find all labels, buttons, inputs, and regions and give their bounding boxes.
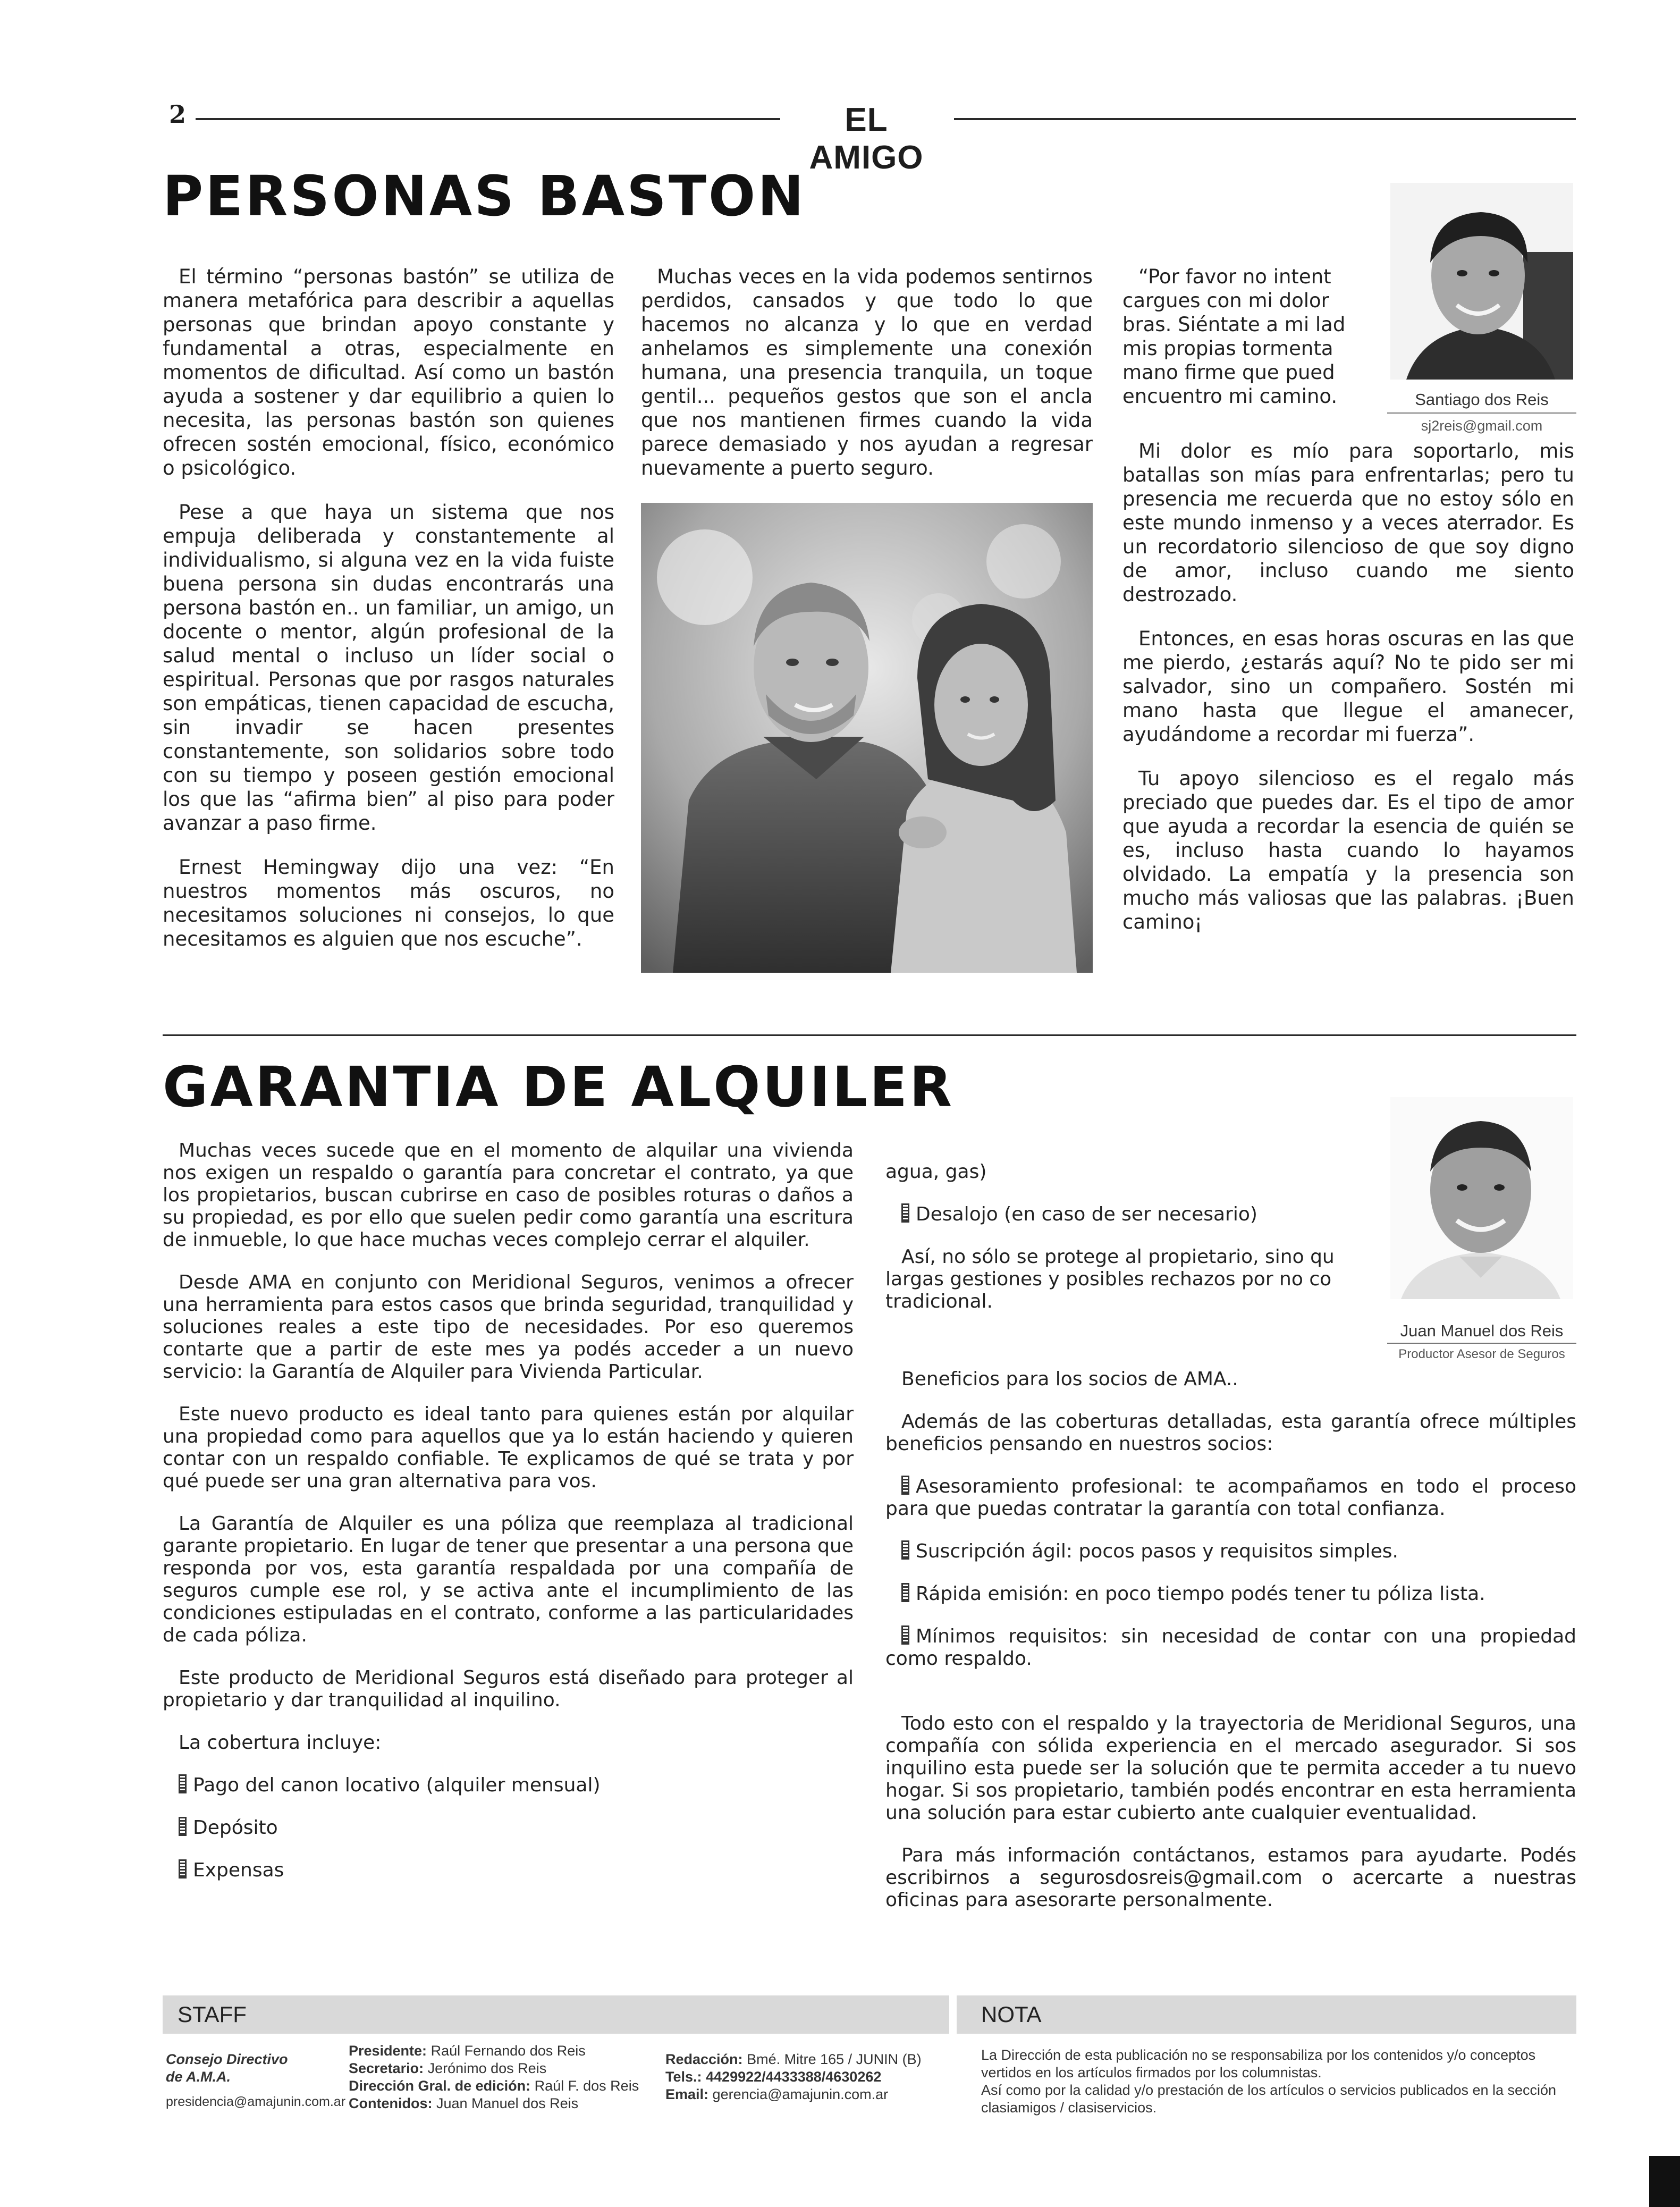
paragraph: Además de las coberturas detalladas, esta garantía ofrece múltiples beneficios pensando en nuestros socios: [885,1411,1576,1455]
paragraph: Este nuevo producto es ideal tanto para quienes están por alquilar una propiedad como para aquellos que ya lo están haciendo y quieren contar con un respaldo confiable. Te explicamos de qué se trata y por qué puede ser una gran alternativa para vos. [163,1403,854,1492]
corner-mark [1649,2156,1680,2207]
text-line: encuentro mi camino. [1122,385,1338,408]
author-role-juan-manuel: Productor Asesor de Seguros [1398,1347,1565,1361]
caption-divider [1387,412,1576,414]
article1-column-1 [163,265,614,971]
subheading: Beneficios para los socios de AMA.. [901,1368,1238,1390]
bullet-icon [901,1476,909,1495]
list-item: Suscripción ágil: pocos pasos y requisitos simples. [885,1540,1576,1563]
article2-column-1 [163,1140,854,1902]
nota-text: La Dirección de esta publicación no se responsabiliza por los contenidos y/o conceptos vertidos en los artículos firmados por los columnistas. Así como por la calidad y/o prestación de los artículos o servicios publicados en la sección clasiamigos / clasiservicios. [981,2047,1557,2116]
text-line: mano firme que pued [1122,361,1335,384]
paragraph: Tu apoyo silencioso es el regalo más preciado que puedes dar. Es el tipo de amor que ayuda a recordar la esencia de quién se es, incluso hasta cuando lo hayamos olvidado. La empatía y la presencia son mucho más valiosas que las palabras. ¡Buen camino¡ [1122,767,1574,933]
list-item: Expensas [163,1859,854,1882]
author-photo-santiago [1390,183,1573,380]
header-rule-left [196,118,780,120]
list-item: Pago del canon locativo (alquiler mensual) [163,1774,854,1797]
bullet-icon [901,1583,909,1602]
nota-bar [957,1995,1576,2034]
section-divider [163,1034,1576,1036]
staff-role: Contenidos: Juan Manuel dos Reis [349,2095,579,2111]
article1-column-2 [641,265,1093,500]
staff-role: Presidente: Raúl Fernando dos Reis [349,2043,586,2059]
author-email-santiago: sj2reis@gmail.com [1421,418,1543,434]
bullet-icon [179,1817,187,1836]
list-item: Depósito [163,1817,854,1839]
staff-label: STAFF [178,2002,247,2027]
text-line: tradicional. [885,1291,993,1312]
council-email: presidencia@amajunin.com.ar [166,2094,346,2109]
staff-role: Secretario: Jerónimo dos Reis [349,2060,547,2076]
bullet-icon [179,1859,187,1879]
header-rule-right [954,118,1576,120]
paragraph: Pese a que haya un sistema que nos empuja deliberada y constantemente al individualismo, si alguna vez en la vida fuiste buena persona sin dudas encontrarás una persona bastón en.. un familiar, un amigo, un docente o mentor, algún profesional de la salud mental o incluso un líder social o espiritual. Personas que por rasgos naturales son empáticas, tienen capacidad de escucha, sin invadir se hacen presentes constantemente, son solidarios sobre todo con su tiempo y poseen gestión emocional los que las “afirma bien” al piso para poder avanzar a paso firme. [163,501,614,835]
council-title: Consejo Directivo de A.M.A. [166,2051,288,2085]
paper-name: EL AMIGO [809,102,924,176]
article1-column-3-partial [1122,265,1372,408]
paragraph: Desde AMA en conjunto con Meridional Seguros, venimos a ofrecer una herramienta para estos casos que brinda seguridad, tranquilidad y soluciones reales a este tipo de necesidades. Por eso queremos contarte que a partir de este mes ya podés acceder a un nuevo servicio: la Garantía de Alquiler para Vivienda Particular. [163,1271,854,1383]
couple-photo [641,503,1093,973]
text-line: mis propias tormenta [1122,337,1333,360]
article2-column-2 [885,1368,1576,1932]
list-item: Mínimos requisitos: sin necesidad de contar con una propiedad como respaldo. [885,1625,1576,1670]
contact-info: Redacción: Bmé. Mitre 165 / JUNIN (B) Tels.: 4429922/4433388/4630262 Email: gerencia@amajunin.com.ar [665,2051,922,2102]
paragraph: La cobertura incluye: [179,1732,382,1754]
text-line: cargues con mi dolor [1122,289,1329,312]
paragraph: Ernest Hemingway dijo una vez: “En nuestros momentos más oscuros, no necesitamos soluciones ni consejos, lo que necesitamos es alguien que nos escuche”. [163,856,614,950]
author-name-juan-manuel: Juan Manuel dos Reis [1400,1321,1564,1340]
text-line: largas gestiones y posibles rechazos por no co [885,1268,1332,1290]
author-name-santiago: Santiago dos Reis [1415,390,1549,409]
nota-label: NOTA [981,2002,1042,2027]
article1-column-3 [1122,439,1574,954]
bullet-icon [901,1625,909,1645]
article2-column-2-top [885,1161,1385,1313]
bullet-icon [901,1203,909,1223]
bullet-icon [179,1774,187,1793]
article-title-garantia-de-alquiler: GARANTIA DE ALQUILER [163,1055,955,1119]
page-number: 2 [169,100,187,129]
paragraph: Mi dolor es mío para soportarlo, mis batallas son mías para enfrentarlas; pero tu presencia me recuerda que no estoy sólo en este mundo inmenso y a veces aterrador. Es un recordatorio silencioso de que soy digno de amor, incluso cuando me siento destrozado. [1122,440,1574,606]
list-item: Rápida emisión: en poco tiempo podés tener tu póliza lista. [885,1583,1576,1605]
paragraph: Muchas veces en la vida podemos sentirnos perdidos, cansados y que todo lo que hacemos no alcanza y lo que en verdad anhelamos es simplemente una conexión humana, una presencia tranquila, un toque gentil... pequeños gestos que son el ancla que nos mantienen firmes cuando la vida parece demasiado y nos ayudan a regresar nuevamente a puerto seguro. [641,265,1093,479]
caption-divider [1387,1343,1576,1344]
text-line: “Por favor no intent [1138,265,1331,288]
bullet-icon [901,1540,909,1560]
paragraph: Todo esto con el respaldo y la trayectoria de Meridional Seguros, una compañía con sólida experiencia en el mercado asegurador. Si sos inquilino esta puede ser la solución que te permita acceder a tu nuevo hogar. Si sos propietario, también podés encontrar en esta herramienta una solución para estar cubierto ante cualquier eventualidad. [885,1713,1576,1824]
paragraph: La Garantía de Alquiler es una póliza que reemplaza al tradicional garante propietario. En lugar de tener que presentar a una persona que responda por vos, esta garantía respaldada por una compañía de seguros cumple ese rol, y se activa ante el incumplimiento de las condiciones estipuladas en el contrato, conforme a las particularidades de cada póliza. [163,1513,854,1646]
list-item: Asesoramiento profesional: te acompañamos en todo el proceso para que puedas contratar la garantía con total confianza. [885,1476,1576,1520]
text-line: Así, no sólo se protege al propietario, sino qu [901,1246,1335,1268]
paragraph: El término “personas bastón” se utiliza de manera metafórica para describir a aquellas personas que brindan apoyo constante y fundamental a otras, especialmente en momentos de dificultad. Así como un bastón ayuda a sostener y dar equilibrio a quien lo necesita, las personas bastón son quienes ofrecen sostén emocional, físico, económico o psicológico. [163,265,614,479]
staff-roles [349,2042,668,2112]
staff-role: Dirección Gral. de edición: Raúl F. dos Reis [349,2078,639,2094]
author-photo-juan-manuel [1390,1097,1573,1299]
paragraph: Para más información contáctanos, estamos para ayudarte. Podés escribirnos a segurosdosreis@gmail.com o acercarte a nuestras oficinas para asesorarte personalmente. [885,1844,1576,1911]
paragraph: Muchas veces sucede que en el momento de alquilar una vivienda nos exigen un respaldo o garantía para concretar el contrato, ya que los propietarios, buscan cubrirse en caso de posibles roturas o daños a su propiedad, es por ello que suelen pedir como garantía una escritura de inmueble, lo que hace muchas veces complejo cerrar el alquiler. [163,1140,854,1251]
paragraph: Entonces, en esas horas oscuras en las que me pierdo, ¿estarás aquí? No te pido ser mi salvador, sino un compañero. Sostén mi mano hasta que llegue el amanecer, ayudándome a recordar mi fuerza”. [1122,627,1574,746]
list-item: Desalojo (en caso de ser necesario) [885,1203,1385,1226]
paragraph: agua, gas) [885,1161,987,1183]
staff-bar [163,1995,949,2034]
text-line: bras. Siéntate a mi lad [1122,313,1346,336]
paragraph: Este producto de Meridional Seguros está diseñado para proteger al propietario y dar tranquilidad al inquilino. [163,1667,854,1711]
article-title-personas-baston: PERSONAS BASTON [163,164,806,229]
